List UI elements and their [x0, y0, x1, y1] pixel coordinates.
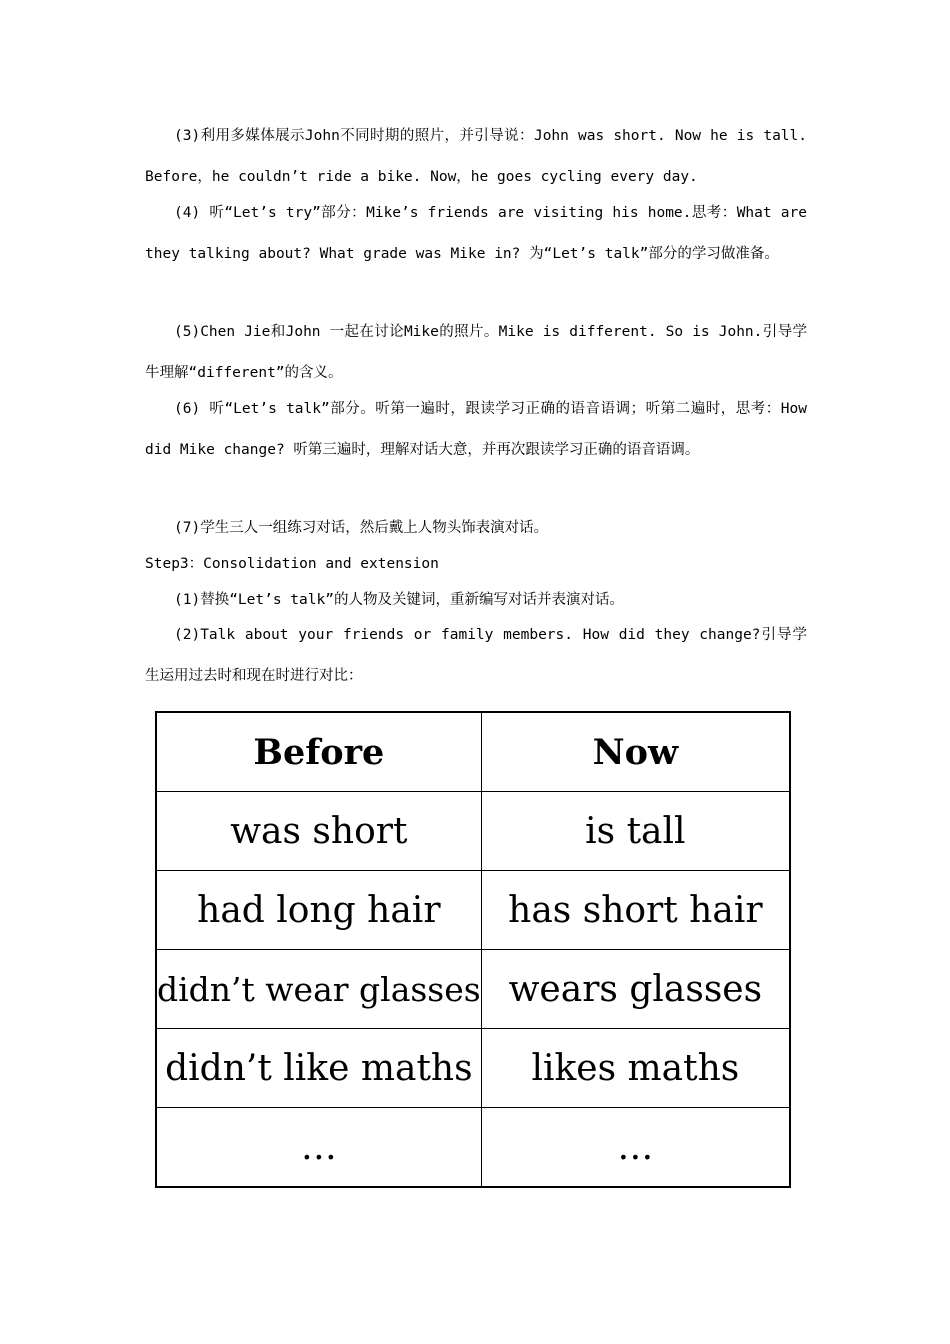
table-row: [156, 792, 790, 871]
step3-heading: Step3：Consolidation and extension: [145, 556, 439, 572]
table-row: [156, 1029, 790, 1108]
table-row: [156, 1108, 790, 1188]
cell-now: is tall: [481, 792, 790, 871]
paragraph-3: (3)利用多媒体展示John不同时期的照片，并引导说：John was short. Now he is tall. Before，he couldn’t ride a bike. Now，he goes cycling every day.: [145, 128, 807, 185]
cell-before: …: [156, 1108, 481, 1188]
paragraph-4: (4) 听“Let’s try”部分：Mike’s friends are visiting his home.思考：What are they talking about? What grade was Mike in? 为“Let’s talk”部分的学习做准备。: [145, 205, 807, 262]
header-before: Before: [156, 712, 481, 792]
cell-before: was short: [156, 792, 481, 871]
comparison-table: [155, 711, 791, 1188]
sub-paragraph-1: (1)替换“Let’s talk”的人物及关键词，重新编写对话并表演对话。: [174, 592, 624, 608]
cell-before: had long hair: [156, 871, 481, 950]
table-row: [156, 871, 790, 950]
cell-before: didn’t like maths: [156, 1029, 481, 1108]
cell-now: …: [481, 1108, 790, 1188]
cell-before: didn’t wear glasses: [156, 950, 481, 1029]
paragraph-7: (7)学生三人一组练习对话，然后戴上人物头饰表演对话。: [174, 520, 549, 536]
cell-now: has short hair: [481, 871, 790, 950]
table-header-row: [156, 712, 790, 792]
table-row: [156, 950, 790, 1029]
sub-paragraph-2: (2)Talk about your friends or family members. How did they change?引导学生运用过去时和现在时进行对比：: [145, 627, 807, 684]
cell-now: wears glasses: [481, 950, 790, 1029]
header-now: Now: [481, 712, 790, 792]
paragraph-6: (6) 听“Let’s talk”部分。听第一遍时，跟读学习正确的语音语调；听第二遍时，思考：How did Mike change? 听第三遍时，理解对话大意，并再次跟读学习正确的语音语调。: [145, 401, 807, 458]
paragraph-5: (5)Chen Jie和John 一起在讨论Mike的照片。Mike is different. So is John.引导学牛理解“different”的含义。: [145, 324, 807, 381]
cell-now: likes maths: [481, 1029, 790, 1108]
